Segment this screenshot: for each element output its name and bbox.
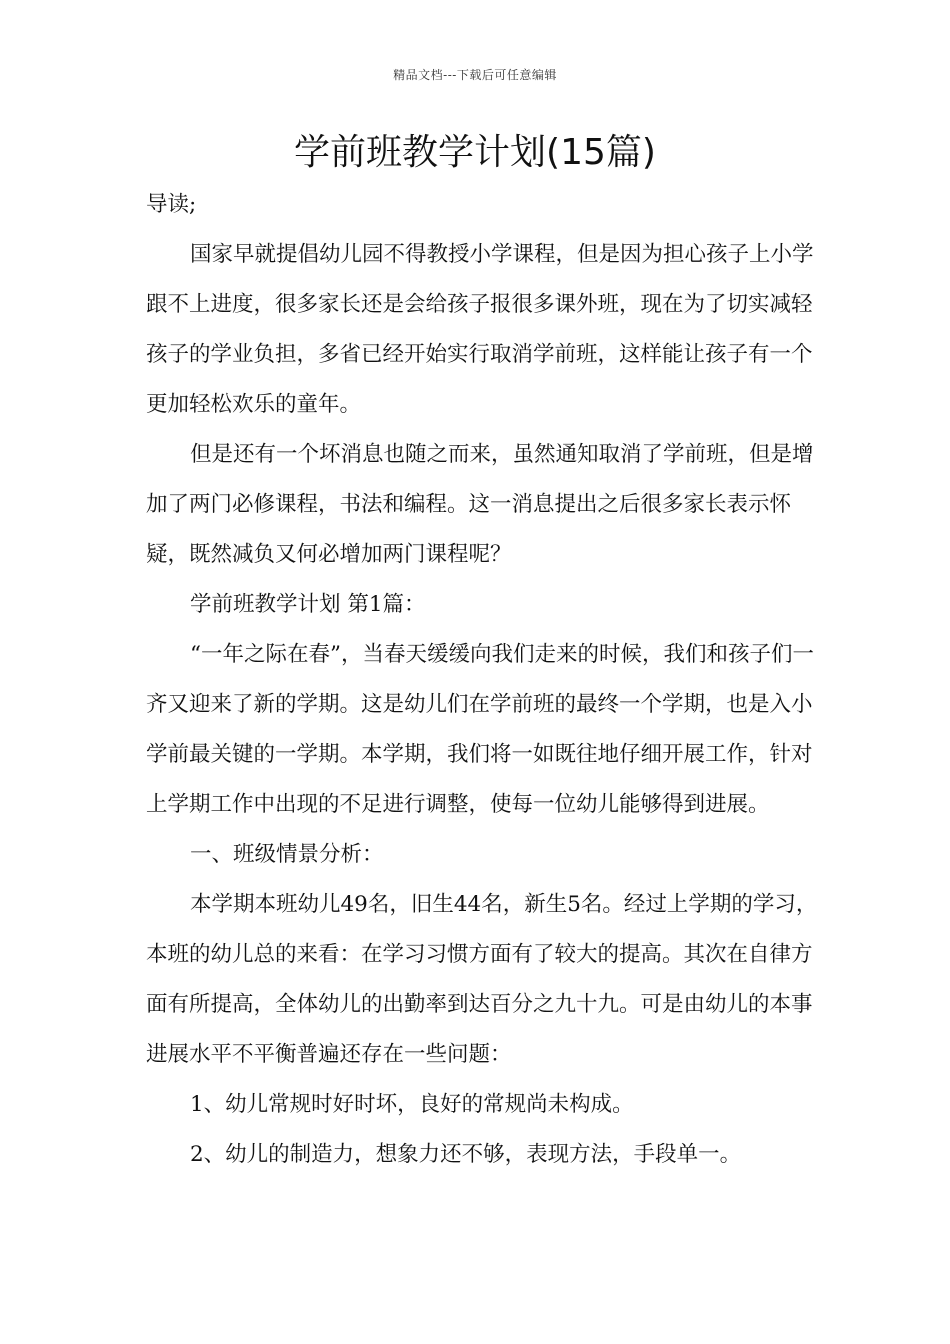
list-item-1: 1、幼儿常规时好时坏，良好的常规尚未构成。 — [190, 1092, 634, 1117]
paragraph-2: 但是还有一个坏消息也随之而来，虽然通知取消了学前班，但是增加了两门必修课程，书法和编程。这一消息提出之后很多家长表示怀疑，既然减负又何必增加两门课程呢？ — [146, 442, 814, 567]
section-heading-part-1: 学前班教学计划 第1篇： — [190, 592, 426, 617]
document-body — [146, 180, 826, 1180]
page-title: 学前班教学计划(15篇) — [294, 132, 656, 173]
paragraph-1: 国家早就提倡幼儿园不得教授小学课程，但是因为担心孩子上小学跟不上进度，很多家长还是会给孩子报很多课外班，现在为了切实减轻孩子的学业负担，多省已经开始实行取消学前班，这样能让孩子有一个更加轻松欢乐的童年。 — [146, 242, 814, 417]
section-heading-class-analysis: 一、班级情景分析： — [190, 842, 384, 867]
intro-label: 导读; — [146, 192, 197, 217]
paragraph-4: 本学期本班幼儿49名，旧生44名，新生5名。经过上学期的学习，本班的幼儿总的来看：在学习习惯方面有了较大的提高。其次在自律方面有所提高，全体幼儿的出勤率到达百分之九十九。可是由幼儿的本事进展水平不平衡普遍还存在一些问题： — [146, 892, 818, 1067]
list-item-2: 2、幼儿的制造力，想象力还不够，表现方法，手段单一。 — [190, 1142, 742, 1167]
header-note: 精品文档---下载后可任意编辑 — [393, 68, 557, 82]
paragraph-3: “一年之际在春”，当春天缓缓向我们走来的时候，我们和孩子们一齐又迎来了新的学期。这是幼儿们在学前班的最终一个学期，也是入小学前最关键的一学期。本学期，我们将一如既往地仔细开展工作，针对上学期工作中出现的不足进行调整，使每一位幼儿能够得到进展。 — [146, 642, 814, 817]
